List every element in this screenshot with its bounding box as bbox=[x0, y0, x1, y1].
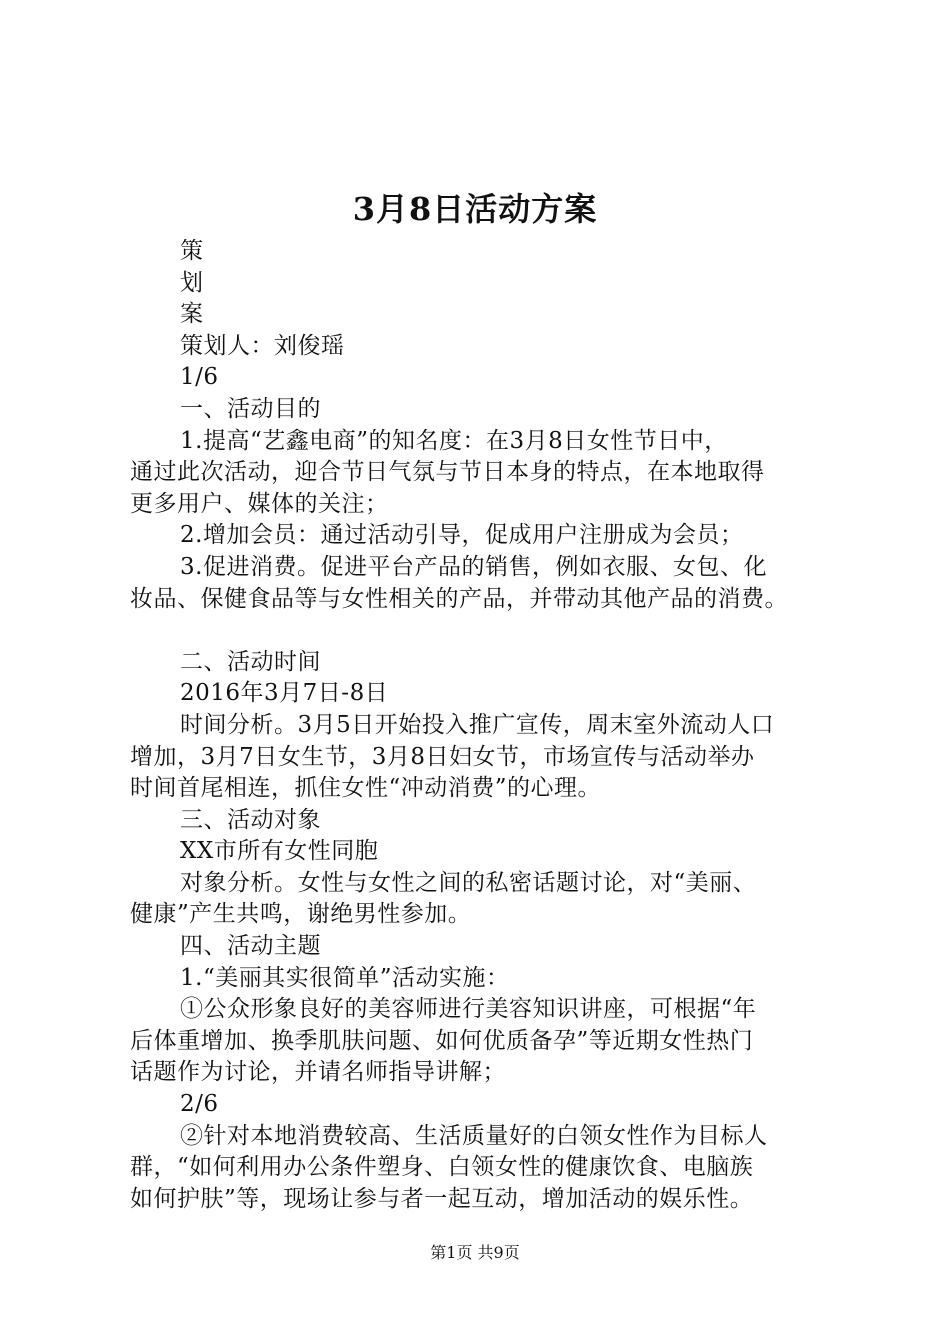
text-line: 3.促进消费。促进平台产品的销售，例如衣服、女包、化 bbox=[180, 553, 767, 580]
text-line: 话题作为讨论，并请名师指导讲解； bbox=[130, 1059, 506, 1086]
text-line: 群，“如何利用办公条件塑身、白领女性的健康饮食、电脑族 bbox=[130, 1154, 754, 1181]
page-marker: 1/6 bbox=[180, 364, 219, 391]
text-line: ①公众形象良好的美容师进行美容知识讲座，可根据“年 bbox=[180, 996, 757, 1023]
blank-line bbox=[130, 615, 835, 647]
section-heading: 二、活动时间 bbox=[180, 648, 321, 675]
document-title: 3月8日活动方案 bbox=[352, 190, 598, 228]
planner-line: 策划人：刘俊瑶 bbox=[180, 332, 345, 359]
text-line: 划 bbox=[180, 269, 204, 296]
text-line: 对象分析。女性与女性之间的私密话题讨论，对“美丽、 bbox=[180, 869, 757, 896]
section-heading: 四、活动主题 bbox=[180, 933, 321, 960]
page-footer: 第1页 共9页 bbox=[430, 1243, 520, 1262]
text-line: 2.增加会员：通过活动引导，促成用户注册成为会员； bbox=[180, 522, 744, 549]
text-line: 后体重增加、换季肌肤问题、如何优质备孕”等近期女性热门 bbox=[130, 1027, 754, 1054]
text-line: 案 bbox=[180, 301, 204, 328]
text-line: XX市所有女性同胞 bbox=[180, 838, 379, 865]
text-line: 1.提高“艺鑫电商”的知名度：在3月8日女性节日中， bbox=[180, 427, 728, 454]
text-line: 健康”产生共鸣，谢绝男性参加。 bbox=[130, 901, 472, 928]
text-line: 妆品、保健食品等与女性相关的产品，并带动其他产品的消费。 bbox=[130, 585, 788, 612]
text-line: 时间首尾相连，抓住女性“冲动消费”的心理。 bbox=[130, 775, 602, 802]
text-line: 通过此次活动，迎合节日气氛与节日本身的特点，在本地取得 bbox=[130, 459, 765, 486]
text-line: 增加，3月7日女生节，3月8日妇女节，市场宣传与活动举办 bbox=[130, 743, 755, 770]
text-line: 时间分析。3月5日开始投入推广宣传，周末室外流动人口 bbox=[180, 711, 775, 738]
text-line: 更多用户、媒体的关注； bbox=[130, 490, 389, 517]
text-line: 2016年3月7日-8日 bbox=[180, 680, 389, 707]
section-heading: 三、活动对象 bbox=[180, 806, 321, 833]
text-line: 策 bbox=[180, 238, 204, 264]
text-line: 如何护肤”等，现场让参与者一起互动，增加活动的娱乐性。 bbox=[130, 1185, 754, 1212]
page-marker: 2/6 bbox=[180, 1091, 219, 1118]
document-body bbox=[130, 236, 835, 1215]
text-line: 1.“美丽其实很简单”活动实施： bbox=[180, 964, 510, 991]
section-heading: 一、活动目的 bbox=[180, 395, 321, 422]
text-line: ②针对本地消费较高、生活质量好的白领女性作为目标人 bbox=[180, 1122, 768, 1149]
